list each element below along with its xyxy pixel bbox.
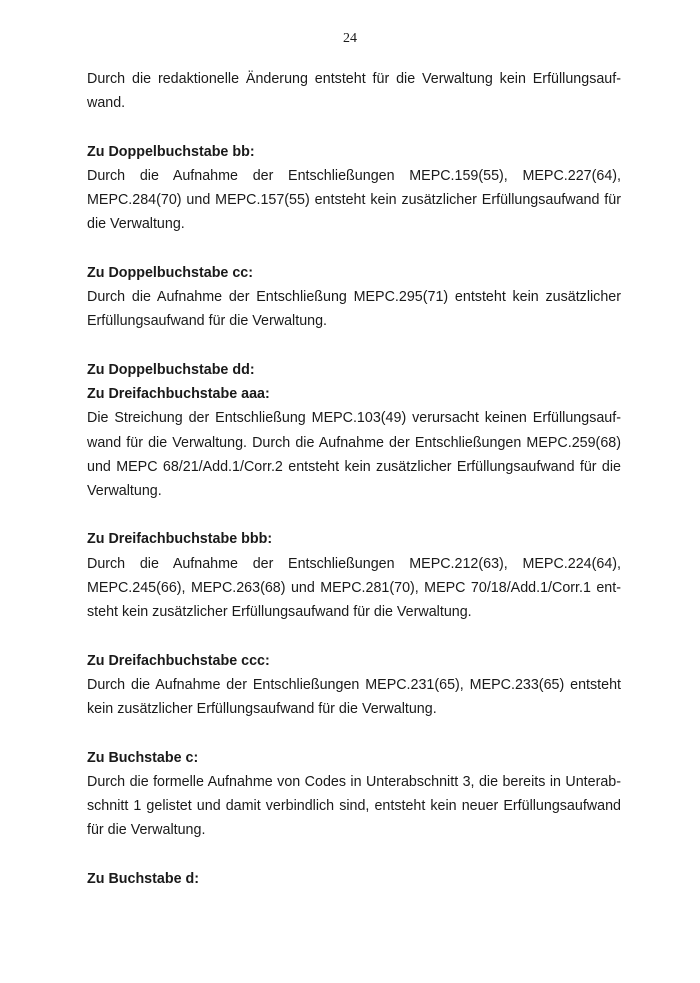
paragraph-line: Durch die Aufnahme der Entschließungen MEPC.231(65), MEPC.233(65) entsteht [87, 676, 621, 693]
section-heading: Zu Doppelbuchstabe cc: [87, 264, 254, 281]
paragraph-line: Die Streichung der Entschließung MEPC.103(49) verursacht keinen Erfüllungsauf- [87, 410, 621, 427]
section-buchstabe-c [87, 746, 621, 843]
paragraph-line: schnitt 1 gelistet und damit verbindlich sind, entsteht kein neuer Erfüllungsaufwand [87, 798, 621, 815]
section-buchstabe-d [87, 867, 621, 891]
section-heading: Zu Doppelbuchstabe bb: [87, 143, 255, 160]
section-dreifachbuchstabe-bbb [87, 527, 621, 624]
section-intro [87, 67, 621, 116]
paragraph-line: kein zusätzlicher Erfüllungsaufwand für die Verwaltung. [87, 701, 437, 718]
paragraph-line: Erfüllungsaufwand für die Verwaltung. [87, 313, 328, 330]
section-heading: Zu Dreifachbuchstabe ccc: [87, 652, 270, 669]
paragraph-line: wand für die Verwaltung. Durch die Aufnahme der Entschließungen MEPC.259(68) [87, 434, 621, 451]
paragraph-line: Durch die Aufnahme der Entschließungen MEPC.159(55), MEPC.227(64), [87, 167, 621, 184]
paragraph-line: Durch die Aufnahme der Entschließung MEPC.295(71) entsteht kein zusätzlicher [87, 289, 621, 306]
paragraph-line: für die Verwaltung. [87, 822, 206, 839]
paragraph-line: steht kein zusätzlicher Erfüllungsaufwand für die Verwaltung. [87, 604, 472, 621]
paragraph-line: Durch die formelle Aufnahme von Codes in Unterabschnitt 3, die bereits in Unterab- [87, 773, 621, 790]
section-dreifachbuchstabe-ccc [87, 649, 621, 722]
section-heading: Zu Buchstabe c: [87, 749, 199, 766]
paragraph-line: MEPC.245(66), MEPC.263(68) und MEPC.281(70), MEPC 70/18/Add.1/Corr.1 ent- [87, 580, 621, 597]
paragraph-line: und MEPC 68/21/Add.1/Corr.2 entsteht kein zusätzlicher Erfüllungsaufwand für die [87, 458, 621, 475]
section-heading: Zu Dreifachbuchstabe bbb: [87, 531, 273, 548]
paragraph-line: MEPC.284(70) und MEPC.157(55) entsteht kein zusätzlicher Erfüllungsaufwand für [87, 192, 621, 209]
section-doppelbuchstabe-cc [87, 261, 621, 334]
paragraph-line: die Verwaltung. [87, 216, 185, 233]
section-doppelbuchstabe-bb [87, 140, 621, 237]
paragraph-line: Verwaltung. [87, 483, 162, 500]
document-body [87, 67, 621, 891]
section-heading: Zu Buchstabe d: [87, 870, 199, 887]
paragraph-line: wand. [87, 95, 126, 112]
page-number: 24 [343, 31, 357, 46]
paragraph-line: Durch die Aufnahme der Entschließungen MEPC.212(63), MEPC.224(64), [87, 555, 621, 572]
paragraph-line: Durch die redaktionelle Änderung entsteht für die Verwaltung kein Erfüllungsauf- [87, 71, 621, 87]
section-subheading: Zu Dreifachbuchstabe aaa: [87, 385, 270, 402]
section-doppelbuchstabe-dd [87, 358, 621, 504]
section-heading: Zu Doppelbuchstabe dd: [87, 361, 255, 378]
